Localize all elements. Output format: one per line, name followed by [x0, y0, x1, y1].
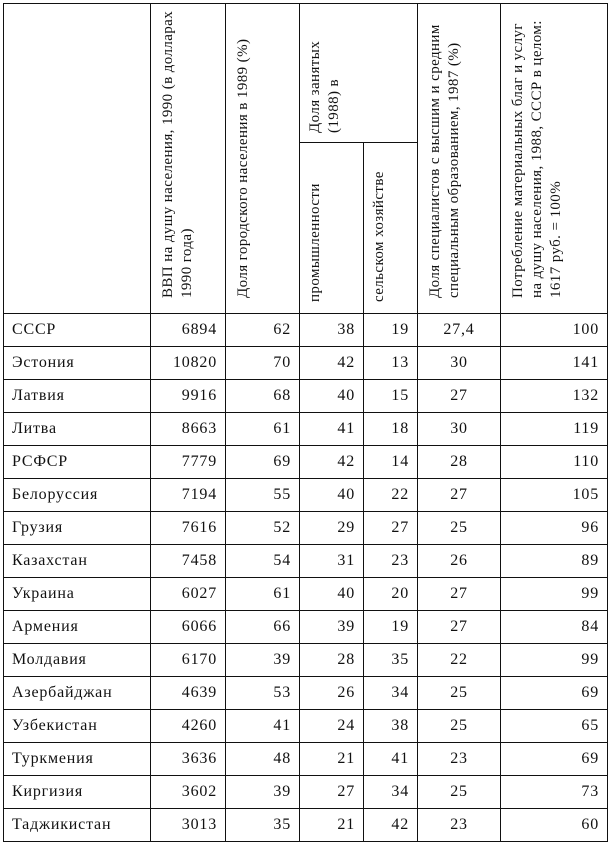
- header-employed: [300, 4, 418, 143]
- cell-urban: 55: [226, 479, 300, 512]
- cell-gdp: 6027: [151, 578, 226, 611]
- cell-industry: 38: [300, 314, 364, 347]
- cell-consumption: 84: [501, 611, 608, 644]
- header-urban: [226, 4, 300, 314]
- cell-region: Украина: [4, 578, 151, 611]
- cell-industry: 41: [300, 413, 364, 446]
- header-agriculture: [364, 142, 418, 313]
- cell-consumption: 105: [501, 479, 608, 512]
- table-row: [4, 809, 608, 842]
- table-row: [4, 611, 608, 644]
- header-agriculture-label: сельском хозяйстве: [371, 171, 387, 302]
- cell-gdp: 4639: [151, 677, 226, 710]
- cell-urban: 52: [226, 512, 300, 545]
- cell-specialists: 28: [418, 446, 501, 479]
- cell-region: Грузия: [4, 512, 151, 545]
- cell-industry: 42: [300, 446, 364, 479]
- cell-consumption: 110: [501, 446, 608, 479]
- cell-agriculture: 18: [364, 413, 418, 446]
- cell-urban: 39: [226, 644, 300, 677]
- header-consumption: [501, 4, 608, 314]
- cell-urban: 66: [226, 611, 300, 644]
- table-header: [4, 4, 608, 314]
- cell-gdp: 7194: [151, 479, 226, 512]
- cell-agriculture: 34: [364, 776, 418, 809]
- header-industry: [300, 142, 364, 313]
- cell-consumption: 65: [501, 710, 608, 743]
- cell-specialists: 27: [418, 479, 501, 512]
- cell-urban: 61: [226, 578, 300, 611]
- header-urban-label: Доля городского населения в 1989 (%): [235, 38, 251, 298]
- cell-region: Казахстан: [4, 545, 151, 578]
- cell-industry: 27: [300, 776, 364, 809]
- cell-agriculture: 41: [364, 743, 418, 776]
- cell-region: Киргизия: [4, 776, 151, 809]
- cell-gdp: 3013: [151, 809, 226, 842]
- table-row: [4, 578, 608, 611]
- cell-urban: 41: [226, 710, 300, 743]
- cell-agriculture: 27: [364, 512, 418, 545]
- cell-urban: 61: [226, 413, 300, 446]
- cell-gdp: 10820: [151, 347, 226, 380]
- cell-region: Армения: [4, 611, 151, 644]
- cell-gdp: 6170: [151, 644, 226, 677]
- cell-consumption: 96: [501, 512, 608, 545]
- cell-specialists: 25: [418, 512, 501, 545]
- cell-region: СССР: [4, 314, 151, 347]
- table-row: [4, 347, 608, 380]
- cell-specialists: 27,4: [418, 314, 501, 347]
- cell-industry: 31: [300, 545, 364, 578]
- cell-specialists: 23: [418, 743, 501, 776]
- cell-industry: 28: [300, 644, 364, 677]
- cell-consumption: 60: [501, 809, 608, 842]
- cell-consumption: 73: [501, 776, 608, 809]
- cell-agriculture: 19: [364, 314, 418, 347]
- cell-industry: 26: [300, 677, 364, 710]
- cell-agriculture: 20: [364, 578, 418, 611]
- cell-consumption: 69: [501, 743, 608, 776]
- cell-agriculture: 15: [364, 380, 418, 413]
- cell-gdp: 3636: [151, 743, 226, 776]
- cell-industry: 29: [300, 512, 364, 545]
- cell-industry: 21: [300, 743, 364, 776]
- cell-urban: 35: [226, 809, 300, 842]
- cell-urban: 69: [226, 446, 300, 479]
- cell-industry: 40: [300, 578, 364, 611]
- cell-industry: 24: [300, 710, 364, 743]
- cell-specialists: 25: [418, 710, 501, 743]
- table-row: [4, 512, 608, 545]
- cell-specialists: 27: [418, 611, 501, 644]
- table-row: [4, 545, 608, 578]
- cell-agriculture: 38: [364, 710, 418, 743]
- cell-specialists: 30: [418, 347, 501, 380]
- cell-industry: 42: [300, 347, 364, 380]
- header-industry-label: промышленности: [307, 183, 323, 302]
- cell-specialists: 26: [418, 545, 501, 578]
- cell-specialists: 25: [418, 776, 501, 809]
- table-row: [4, 710, 608, 743]
- cell-agriculture: 19: [364, 611, 418, 644]
- cell-urban: 62: [226, 314, 300, 347]
- cell-urban: 53: [226, 677, 300, 710]
- cell-specialists: 25: [418, 677, 501, 710]
- cell-region: Азербайджан: [4, 677, 151, 710]
- cell-urban: 70: [226, 347, 300, 380]
- cell-industry: 39: [300, 611, 364, 644]
- cell-agriculture: 34: [364, 677, 418, 710]
- cell-region: Молдавия: [4, 644, 151, 677]
- cell-industry: 40: [300, 380, 364, 413]
- cell-gdp: 6894: [151, 314, 226, 347]
- header-gdp: [151, 4, 226, 314]
- cell-agriculture: 23: [364, 545, 418, 578]
- cell-gdp: 7616: [151, 512, 226, 545]
- cell-specialists: 22: [418, 644, 501, 677]
- table-row: [4, 644, 608, 677]
- cell-consumption: 141: [501, 347, 608, 380]
- cell-consumption: 119: [501, 413, 608, 446]
- cell-consumption: 99: [501, 578, 608, 611]
- table-body: [4, 314, 608, 842]
- cell-gdp: 7458: [151, 545, 226, 578]
- cell-region: Таджикистан: [4, 809, 151, 842]
- cell-specialists: 30: [418, 413, 501, 446]
- cell-region: Латвия: [4, 380, 151, 413]
- table-row: [4, 479, 608, 512]
- cell-region: Литва: [4, 413, 151, 446]
- header-specialists: [418, 4, 501, 314]
- header-region: [4, 4, 151, 314]
- cell-industry: 21: [300, 809, 364, 842]
- cell-gdp: 4260: [151, 710, 226, 743]
- cell-specialists: 27: [418, 380, 501, 413]
- cell-specialists: 23: [418, 809, 501, 842]
- cell-urban: 39: [226, 776, 300, 809]
- table-row: [4, 413, 608, 446]
- cell-region: Эстония: [4, 347, 151, 380]
- cell-urban: 48: [226, 743, 300, 776]
- cell-gdp: 7779: [151, 446, 226, 479]
- cell-region: РСФСР: [4, 446, 151, 479]
- table-row: [4, 314, 608, 347]
- header-employed-label: Доля занятых (1988) в: [307, 40, 342, 133]
- table-row: [4, 446, 608, 479]
- cell-consumption: 99: [501, 644, 608, 677]
- header-consumption-label: Потребление материальных благ и услуг на душу населения, 1988, СССР в целом: 1617 руб. = 100%: [510, 20, 564, 298]
- cell-gdp: 8663: [151, 413, 226, 446]
- cell-gdp: 9916: [151, 380, 226, 413]
- cell-gdp: 3602: [151, 776, 226, 809]
- header-gdp-label: ВВП на душу населения, 1990 (в долларах 1990 года): [160, 10, 195, 298]
- cell-urban: 54: [226, 545, 300, 578]
- cell-gdp: 6066: [151, 611, 226, 644]
- cell-agriculture: 35: [364, 644, 418, 677]
- cell-consumption: 89: [501, 545, 608, 578]
- header-specialists-label: Доля специалистов с высшим и средним специальным образованием, 1987 (%): [427, 24, 462, 298]
- table-row: [4, 677, 608, 710]
- cell-consumption: 100: [501, 314, 608, 347]
- cell-agriculture: 22: [364, 479, 418, 512]
- cell-region: Узбекистан: [4, 710, 151, 743]
- soviet-republics-table: [3, 3, 608, 842]
- cell-region: Белоруссия: [4, 479, 151, 512]
- table-row: [4, 380, 608, 413]
- table-row: [4, 743, 608, 776]
- cell-agriculture: 13: [364, 347, 418, 380]
- cell-agriculture: 14: [364, 446, 418, 479]
- cell-agriculture: 42: [364, 809, 418, 842]
- cell-specialists: 27: [418, 578, 501, 611]
- table-row: [4, 776, 608, 809]
- cell-industry: 40: [300, 479, 364, 512]
- cell-consumption: 132: [501, 380, 608, 413]
- cell-consumption: 69: [501, 677, 608, 710]
- cell-region: Туркмения: [4, 743, 151, 776]
- cell-urban: 68: [226, 380, 300, 413]
